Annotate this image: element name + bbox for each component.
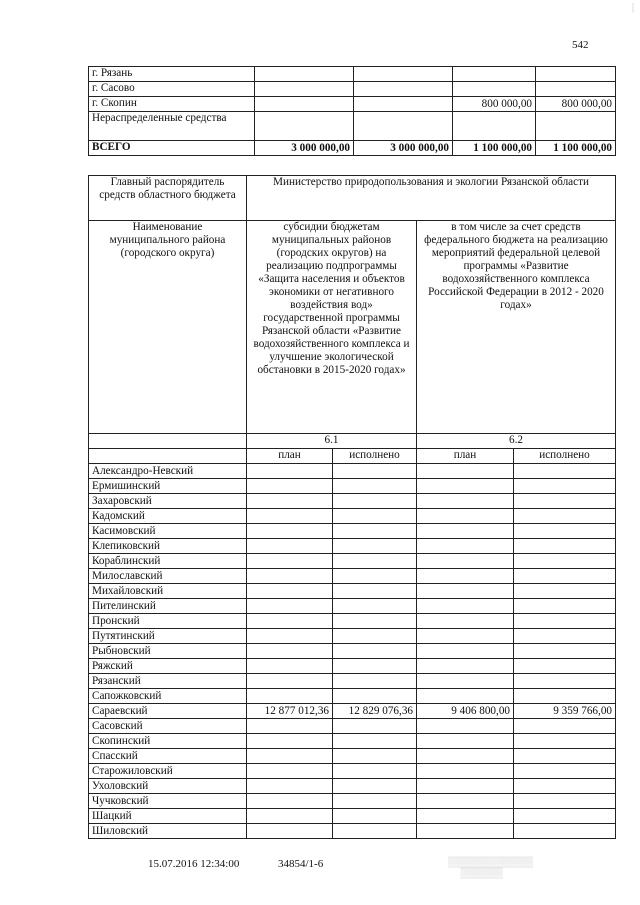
district-name: Путятинский [89, 629, 247, 644]
header-row-distributor [89, 176, 616, 221]
value-cell [514, 779, 616, 794]
value-cell [514, 554, 616, 569]
value-cell [247, 599, 333, 614]
district-name: Рыбновский [89, 644, 247, 659]
value-cell: 9 359 766,00 [514, 704, 616, 719]
value-cell [514, 734, 616, 749]
page-number: 542 [572, 39, 589, 51]
value-cell [333, 674, 417, 689]
value-cell: 3 000 000,00 [255, 141, 354, 156]
value-cell [417, 629, 514, 644]
value-cell [417, 719, 514, 734]
value-cell [247, 614, 333, 629]
column-6-1-description: субсидии бюджетам муниципальных районов (городских округов) на реализацию подпрограммы «Защита населения и объектов экономики от негативного воздействия вод» государственной программы Рязанской области «Развитие водохозяйственного комплекса и улучшение экологической обстановки в 2015-2020 годах» [247, 221, 417, 434]
value-cell [514, 599, 616, 614]
value-cell [247, 779, 333, 794]
value-cell [333, 569, 417, 584]
value-cell [247, 734, 333, 749]
district-name: Шацкий [89, 809, 247, 824]
table-row [89, 764, 616, 779]
value-cell [247, 659, 333, 674]
table-row [89, 644, 616, 659]
value-cell [247, 794, 333, 809]
value-cell: 9 406 800,00 [417, 704, 514, 719]
table-row [89, 479, 616, 494]
table-row [89, 629, 616, 644]
district-name: Чучковский [89, 794, 247, 809]
table-row [89, 97, 616, 112]
value-cell [333, 494, 417, 509]
district-name: Сараевский [89, 704, 247, 719]
value-cell: 12 829 076,36 [333, 704, 417, 719]
value-cell [417, 794, 514, 809]
value-cell [417, 809, 514, 824]
table-row [89, 794, 616, 809]
table-row [89, 674, 616, 689]
plan-header: план [247, 449, 333, 464]
row-name: Нераспределенные средства [89, 112, 255, 141]
value-cell: 12 877 012,36 [247, 704, 333, 719]
value-cell [333, 809, 417, 824]
value-cell [453, 112, 536, 141]
top-summary-table [88, 66, 616, 156]
value-cell [417, 614, 514, 629]
value-cell [333, 524, 417, 539]
value-cell [247, 644, 333, 659]
table-row [89, 141, 616, 156]
district-name: Захаровский [89, 494, 247, 509]
value-cell [333, 464, 417, 479]
value-cell [417, 749, 514, 764]
value-cell [333, 629, 417, 644]
value-cell [514, 464, 616, 479]
value-cell [514, 809, 616, 824]
value-cell [247, 539, 333, 554]
value-cell: 3 000 000,00 [354, 141, 453, 156]
value-cell [333, 824, 417, 839]
value-cell [453, 67, 536, 82]
table-row [89, 494, 616, 509]
district-name: Пронский [89, 614, 247, 629]
value-cell [417, 584, 514, 599]
row-name: г. Рязань [89, 67, 255, 82]
value-cell [417, 689, 514, 704]
value-cell [255, 67, 354, 82]
value-cell [247, 719, 333, 734]
value-cell [514, 689, 616, 704]
district-name: Касимовский [89, 524, 247, 539]
value-cell [514, 479, 616, 494]
value-cell [417, 779, 514, 794]
value-cell [417, 644, 514, 659]
value-cell [333, 644, 417, 659]
value-cell [255, 97, 354, 112]
value-cell [514, 614, 616, 629]
value-cell: 1 100 000,00 [536, 141, 616, 156]
value-cell [536, 82, 616, 97]
value-cell [333, 719, 417, 734]
district-name: Клепиковский [89, 539, 247, 554]
district-name: Александро-Невский [89, 464, 247, 479]
header-row-plan-executed [89, 449, 616, 464]
table-row [89, 112, 616, 141]
empty-cell [89, 434, 247, 449]
table-row [89, 659, 616, 674]
value-cell [514, 539, 616, 554]
value-cell [333, 749, 417, 764]
value-cell [417, 479, 514, 494]
value-cell [333, 584, 417, 599]
value-cell [333, 779, 417, 794]
table-row [89, 704, 616, 719]
value-cell [333, 599, 417, 614]
district-name: Милославский [89, 569, 247, 584]
district-name: Сапожковский [89, 689, 247, 704]
row-name: г. Сасово [89, 82, 255, 97]
edge-mark: | [632, 2, 635, 13]
value-cell [247, 509, 333, 524]
value-cell [417, 764, 514, 779]
table-row [89, 584, 616, 599]
value-cell [514, 524, 616, 539]
value-cell [247, 674, 333, 689]
subsidy-table [88, 175, 616, 839]
district-name: Михайловский [89, 584, 247, 599]
column-6-2-number: 6.2 [417, 434, 616, 449]
table-row [89, 569, 616, 584]
district-name: Старожиловский [89, 764, 247, 779]
table-row [89, 82, 616, 97]
value-cell [247, 764, 333, 779]
table-row [89, 554, 616, 569]
value-cell: 800 000,00 [453, 97, 536, 112]
value-cell [247, 494, 333, 509]
table-row [89, 809, 616, 824]
value-cell [333, 554, 417, 569]
executed-header: исполнено [514, 449, 616, 464]
value-cell [247, 749, 333, 764]
value-cell [333, 734, 417, 749]
value-cell [453, 82, 536, 97]
value-cell [247, 689, 333, 704]
footer-doc-number: 34854/1-6 [278, 858, 324, 870]
value-cell [247, 629, 333, 644]
value-cell [514, 509, 616, 524]
distributor-label: Главный распорядитель средств областного бюджета [89, 176, 247, 221]
district-name: Ухоловский [89, 779, 247, 794]
value-cell [333, 539, 417, 554]
table-row [89, 824, 616, 839]
row-name: г. Скопин [89, 97, 255, 112]
table-row [89, 614, 616, 629]
district-name: Рязанский [89, 674, 247, 689]
value-cell [247, 524, 333, 539]
value-cell [514, 719, 616, 734]
district-name: Спасский [89, 749, 247, 764]
district-name: Ряжский [89, 659, 247, 674]
value-cell [333, 479, 417, 494]
value-cell [514, 569, 616, 584]
table-row [89, 464, 616, 479]
table-row [89, 599, 616, 614]
value-cell [354, 97, 453, 112]
value-cell [514, 674, 616, 689]
value-cell [354, 67, 453, 82]
value-cell [514, 584, 616, 599]
value-cell [417, 539, 514, 554]
value-cell [514, 659, 616, 674]
district-name: Шиловский [89, 824, 247, 839]
value-cell [514, 494, 616, 509]
column-6-1-number: 6.1 [247, 434, 417, 449]
table-row [89, 689, 616, 704]
value-cell [417, 524, 514, 539]
value-cell [514, 644, 616, 659]
value-cell [536, 67, 616, 82]
value-cell [247, 584, 333, 599]
value-cell [417, 824, 514, 839]
district-name: Кораблинский [89, 554, 247, 569]
value-cell [247, 569, 333, 584]
table-row [89, 734, 616, 749]
value-cell [514, 824, 616, 839]
value-cell [514, 764, 616, 779]
table-row [89, 779, 616, 794]
value-cell [417, 734, 514, 749]
value-cell [247, 554, 333, 569]
value-cell [333, 764, 417, 779]
value-cell [417, 569, 514, 584]
value-cell [247, 824, 333, 839]
district-name: Скопинский [89, 734, 247, 749]
district-name: Ермишинский [89, 479, 247, 494]
value-cell [417, 494, 514, 509]
value-cell [333, 614, 417, 629]
header-row-numbers [89, 434, 616, 449]
value-cell: 800 000,00 [536, 97, 616, 112]
value-cell [417, 464, 514, 479]
value-cell [536, 112, 616, 141]
faded-stamp: ▒▒▒▒▒▒▒▒▒▒▒▒ ▒▒▒▒▒▒ [448, 857, 534, 879]
executed-header: исполнено [333, 449, 417, 464]
table-row [89, 749, 616, 764]
value-cell [514, 794, 616, 809]
table-row [89, 539, 616, 554]
column-6-2-description: в том числе за счет средств федерального бюджета на реализацию мероприятий федеральной целевой программы «Развитие водохозяйственного комплекса Российской Федерации в 2012 - 2020 годах» [417, 221, 616, 434]
table-row [89, 509, 616, 524]
name-column-label: Наименование муниципального района (городского округа) [89, 221, 247, 434]
district-name: Пителинский [89, 599, 247, 614]
value-cell [333, 794, 417, 809]
value-cell [417, 554, 514, 569]
value-cell [333, 509, 417, 524]
value-cell [333, 689, 417, 704]
value-cell [354, 82, 453, 97]
value-cell [514, 749, 616, 764]
plan-header: план [417, 449, 514, 464]
value-cell [417, 599, 514, 614]
value-cell [255, 82, 354, 97]
table-row [89, 524, 616, 539]
header-row-description [89, 221, 616, 434]
value-cell [417, 659, 514, 674]
table-row [89, 67, 616, 82]
district-name: Кадомский [89, 509, 247, 524]
value-cell [247, 479, 333, 494]
value-cell [333, 659, 417, 674]
row-name: ВСЕГО [89, 141, 255, 156]
empty-cell [89, 449, 247, 464]
table-row [89, 719, 616, 734]
value-cell: 1 100 000,00 [453, 141, 536, 156]
value-cell [417, 674, 514, 689]
district-name: Сасовский [89, 719, 247, 734]
ministry-name: Министерство природопользования и экологии Рязанской области [247, 176, 616, 221]
value-cell [514, 629, 616, 644]
value-cell [247, 809, 333, 824]
value-cell [354, 112, 453, 141]
value-cell [247, 464, 333, 479]
value-cell [255, 112, 354, 141]
value-cell [417, 509, 514, 524]
footer-timestamp: 15.07.2016 12:34:00 [148, 858, 240, 870]
